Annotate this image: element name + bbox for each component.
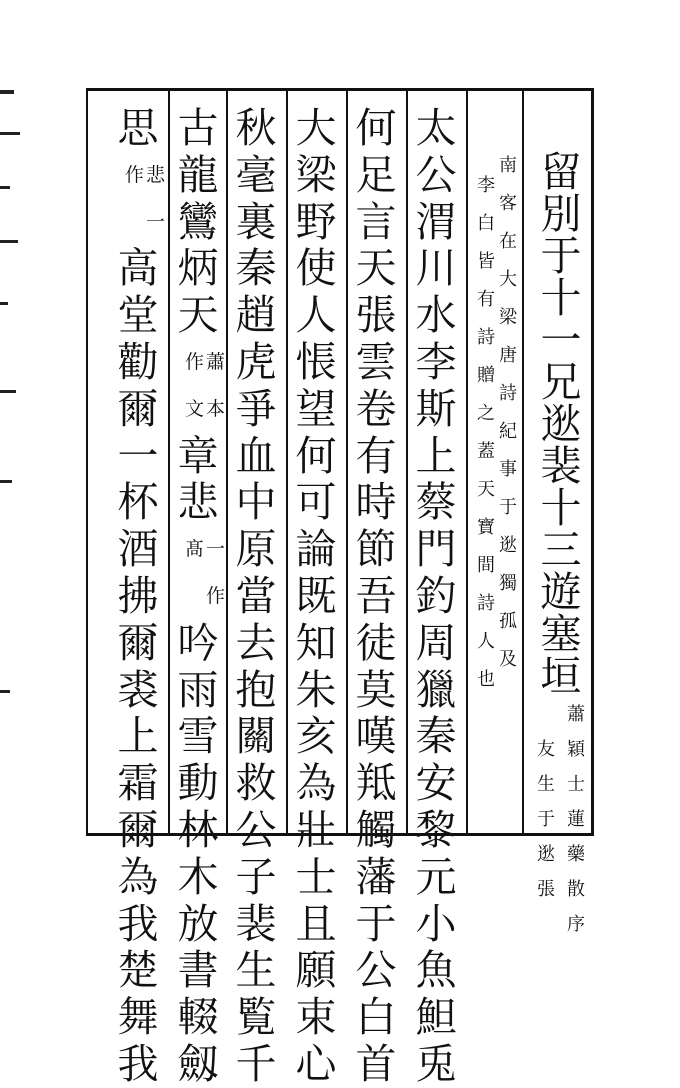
poem-char: 堂 <box>117 291 159 340</box>
poem-char: 足 <box>355 150 397 199</box>
preface-char: 于 <box>499 497 517 518</box>
poem-char: 龍 <box>177 150 219 199</box>
preface-char: 孤 <box>499 611 517 632</box>
poem-char: 林 <box>177 805 219 854</box>
poem-char: 藩 <box>355 852 397 901</box>
poem-char: 渭 <box>415 197 457 246</box>
column-rule <box>466 91 468 833</box>
preface-char: 也 <box>477 669 495 690</box>
text-frame <box>86 88 594 1088</box>
poem-char: 放 <box>177 899 219 948</box>
poem-char: 楚 <box>117 946 159 995</box>
poem-char: 救 <box>235 759 277 808</box>
poem-char: 爾 <box>117 384 159 433</box>
preface-char: 逖 <box>499 535 517 556</box>
preface-char: 寶 <box>477 517 495 538</box>
inline-note-char: 髙 <box>184 538 204 561</box>
preface-char: 客 <box>499 193 517 214</box>
title-note-char: 士 <box>567 774 585 795</box>
poem-char: 黎 <box>415 805 457 854</box>
poem-column <box>170 105 226 1088</box>
preface-char: 梁 <box>499 307 517 328</box>
poem-char: 子 <box>235 852 277 901</box>
poem-char: 徒 <box>355 618 397 667</box>
poem-char: 斯 <box>415 384 457 433</box>
preface-char: 在 <box>499 231 517 252</box>
poem-char: 酒 <box>117 525 159 574</box>
inline-note <box>170 386 226 433</box>
poem-char: 白 <box>355 993 397 1042</box>
poem-char: 虎 <box>235 337 277 386</box>
title-text <box>528 148 594 700</box>
poem-char: 人 <box>295 291 337 340</box>
poem-char: 有 <box>355 431 397 480</box>
poem-char: 去 <box>235 618 277 667</box>
title-char: 十 <box>540 274 582 322</box>
poem-char: 中 <box>235 478 277 527</box>
poem-char: 輟 <box>177 993 219 1042</box>
poem-char: 雲 <box>355 337 397 386</box>
inline-note-char: 作 <box>124 163 144 186</box>
title-note-right <box>562 697 590 942</box>
poem-char: 劔 <box>177 1039 219 1088</box>
title-note-char: 生 <box>537 774 555 795</box>
inline-note-char: 蕭 <box>205 350 225 373</box>
poem-char: 木 <box>177 852 219 901</box>
poem-char: 抱 <box>235 665 277 714</box>
poem-char: 血 <box>235 431 277 480</box>
preface-char: 詩 <box>477 593 495 614</box>
title-column <box>528 148 594 935</box>
title-note-char: 散 <box>567 879 585 900</box>
preface-char: 獨 <box>499 573 517 594</box>
poem-char: 何 <box>295 431 337 480</box>
title-note-char: 蓮 <box>567 809 585 830</box>
title-char: 別 <box>540 190 582 238</box>
column-rule <box>522 91 524 833</box>
inline-note-char: 一 <box>205 538 225 561</box>
poem-char: 且 <box>295 899 337 948</box>
inline-note <box>110 152 166 199</box>
title-char: 逖 <box>540 400 582 448</box>
poem-char: 裏 <box>235 197 277 246</box>
poem-char: 川 <box>415 244 457 293</box>
poem-char: 秦 <box>415 712 457 761</box>
inline-note-char <box>124 199 145 246</box>
poem-char: 言 <box>355 197 397 246</box>
preface-char: 大 <box>499 269 517 290</box>
title-char: 垣 <box>540 652 582 700</box>
poem-char: 古 <box>177 104 219 152</box>
title-note-char: 蕭 <box>567 704 585 725</box>
poem-char: 首 <box>355 1039 397 1088</box>
preface-char: 詩 <box>499 383 517 404</box>
title-note-char: 友 <box>537 739 555 760</box>
preface-char: 南 <box>499 155 517 176</box>
poem-char: 高 <box>117 244 159 293</box>
poem-char: 爾 <box>117 805 159 854</box>
poem-char: 公 <box>235 805 277 854</box>
poem-char: 千 <box>235 1039 277 1088</box>
poem-char: 舞 <box>117 993 159 1042</box>
title-char: 于 <box>540 232 582 280</box>
poem-char: 野 <box>295 197 337 246</box>
preface-char: 蓋 <box>477 441 495 462</box>
poem-char: 束 <box>295 993 337 1042</box>
inline-note <box>110 199 166 246</box>
preface-char: 白 <box>477 213 495 234</box>
poem-column <box>348 105 404 1088</box>
poem-char: 秋 <box>235 104 277 152</box>
poem-char: 我 <box>117 899 159 948</box>
title-notes <box>528 697 594 935</box>
title-char: 裴 <box>540 442 582 490</box>
poem-char: 太 <box>415 104 457 152</box>
inline-note <box>170 526 226 573</box>
poem-column <box>110 105 166 1088</box>
preface-char: 紀 <box>499 421 517 442</box>
title-note-char: 序 <box>567 914 585 935</box>
poem-char: 鸞 <box>177 197 219 246</box>
poem-char: 爾 <box>117 618 159 667</box>
poem-char: 覧 <box>235 993 277 1042</box>
preface-char: 間 <box>477 555 495 576</box>
poem-char: 元 <box>415 852 457 901</box>
poem-char: 原 <box>235 525 277 574</box>
title-char: 十 <box>540 484 582 532</box>
poem-char: 釣 <box>415 571 457 620</box>
poem-char: 悵 <box>295 337 337 386</box>
preface-char: 有 <box>477 289 495 310</box>
poem-char: 天 <box>355 244 397 293</box>
poem-char: 周 <box>415 618 457 667</box>
poem-char: 使 <box>295 244 337 293</box>
poem-char: 論 <box>295 525 337 574</box>
poem-char: 水 <box>415 291 457 340</box>
poem-char: 羝 <box>355 759 397 808</box>
inline-note <box>170 573 226 620</box>
poem-char: 勸 <box>117 337 159 386</box>
poem-char: 兎 <box>415 1039 457 1088</box>
poem-char: 嘆 <box>355 712 397 761</box>
inline-note-char: 悲 <box>145 163 165 186</box>
preface-char: 天 <box>477 479 495 500</box>
poem-char: 于 <box>355 899 397 948</box>
inline-note-char: 文 <box>184 397 204 420</box>
poem-char: 可 <box>295 478 337 527</box>
poem-char: 獵 <box>415 665 457 714</box>
preface-char: 李 <box>477 175 495 196</box>
poem-char: 杯 <box>117 478 159 527</box>
poem-char: 書 <box>177 946 219 995</box>
poem-char: 既 <box>295 571 337 620</box>
poem-char: 朱 <box>295 665 337 714</box>
poem-char: 雪 <box>177 712 219 761</box>
preface-char: 贈 <box>477 365 495 386</box>
title-note-char: 藥 <box>567 844 585 865</box>
poem-char: 蔡 <box>415 478 457 527</box>
title-char: 留 <box>540 148 582 196</box>
inline-note-char: 作 <box>184 350 204 373</box>
poem-char: 時 <box>355 478 397 527</box>
poem-char: 毫 <box>235 150 277 199</box>
poem-char: 秦 <box>235 244 277 293</box>
poem-char: 章 <box>177 431 219 480</box>
poem-char: 上 <box>117 712 159 761</box>
poem-char: 吾 <box>355 571 397 620</box>
poem-char: 䱇 <box>415 993 457 1042</box>
poem-char: 小 <box>415 899 457 948</box>
title-note-char: 張 <box>537 879 555 900</box>
poem-char: 士 <box>295 852 337 901</box>
title-note-char: 穎 <box>567 739 585 760</box>
preface-char: 事 <box>499 459 517 480</box>
poem-char: 我 <box>117 1039 159 1088</box>
preface-char: 及 <box>499 649 517 670</box>
title-char: 三 <box>540 526 582 574</box>
title-char: 塞 <box>540 610 582 658</box>
poem-char: 安 <box>415 759 457 808</box>
poem-char: 趙 <box>235 291 277 340</box>
poem-char: 為 <box>295 759 337 808</box>
inline-note-char <box>184 573 205 620</box>
poem-char: 觸 <box>355 805 397 854</box>
inline-note-char: 本 <box>205 397 225 420</box>
poem-char: 雨 <box>177 665 219 714</box>
poem-char: 吟 <box>177 618 219 667</box>
poem-char: 生 <box>235 946 277 995</box>
poem-char: 莫 <box>355 665 397 714</box>
poem-char: 望 <box>295 384 337 433</box>
title-char: 遊 <box>540 568 582 616</box>
poem-char: 何 <box>355 104 397 152</box>
poem-char: 炳 <box>177 244 219 293</box>
poem-char: 上 <box>415 431 457 480</box>
poem-column <box>408 105 464 1088</box>
poem-char: 亥 <box>295 712 337 761</box>
title-char: 一 <box>540 316 582 364</box>
poem-char: 裘 <box>117 665 159 714</box>
poem-char: 拂 <box>117 571 159 620</box>
poem-char: 李 <box>415 337 457 386</box>
page-edge-marks <box>0 90 26 830</box>
title-note-char: 逖 <box>537 844 555 865</box>
poem-char: 關 <box>235 712 277 761</box>
poem-char: 心 <box>295 1039 337 1088</box>
poem-char: 思 <box>117 104 159 152</box>
poem-char: 悲 <box>177 478 219 527</box>
poem-char: 天 <box>177 291 219 340</box>
poem-column <box>288 105 344 1088</box>
inline-note <box>170 339 226 386</box>
poem-char: 一 <box>117 431 159 480</box>
inline-note-char: 作 <box>205 584 225 607</box>
title-char: 兄 <box>540 358 582 406</box>
poem-column <box>228 105 284 1088</box>
title-note-char: 于 <box>537 809 555 830</box>
poem-char: 卷 <box>355 384 397 433</box>
poem-char: 當 <box>235 571 277 620</box>
poem-char: 節 <box>355 525 397 574</box>
preface-line-2 <box>472 167 500 699</box>
preface-char: 皆 <box>477 251 495 272</box>
preface-char: 之 <box>477 403 495 424</box>
poem-char: 公 <box>415 150 457 199</box>
poem-char: 魚 <box>415 946 457 995</box>
poem-char: 霜 <box>117 759 159 808</box>
preface-char: 人 <box>477 631 495 652</box>
poem-char: 公 <box>355 946 397 995</box>
preface-char: 唐 <box>499 345 517 366</box>
poem-char: 大 <box>295 104 337 152</box>
inline-note-char: 一 <box>145 210 165 233</box>
preface-char: 詩 <box>477 327 495 348</box>
poem-char: 梁 <box>295 150 337 199</box>
poem-char: 動 <box>177 759 219 808</box>
poem-char: 壯 <box>295 805 337 854</box>
poem-char: 裴 <box>235 899 277 948</box>
poem-char: 門 <box>415 525 457 574</box>
title-note-left <box>532 732 560 907</box>
poem-char: 爭 <box>235 384 277 433</box>
poem-char: 願 <box>295 946 337 995</box>
poem-char: 為 <box>117 852 159 901</box>
poem-char: 知 <box>295 618 337 667</box>
poem-char: 張 <box>355 291 397 340</box>
